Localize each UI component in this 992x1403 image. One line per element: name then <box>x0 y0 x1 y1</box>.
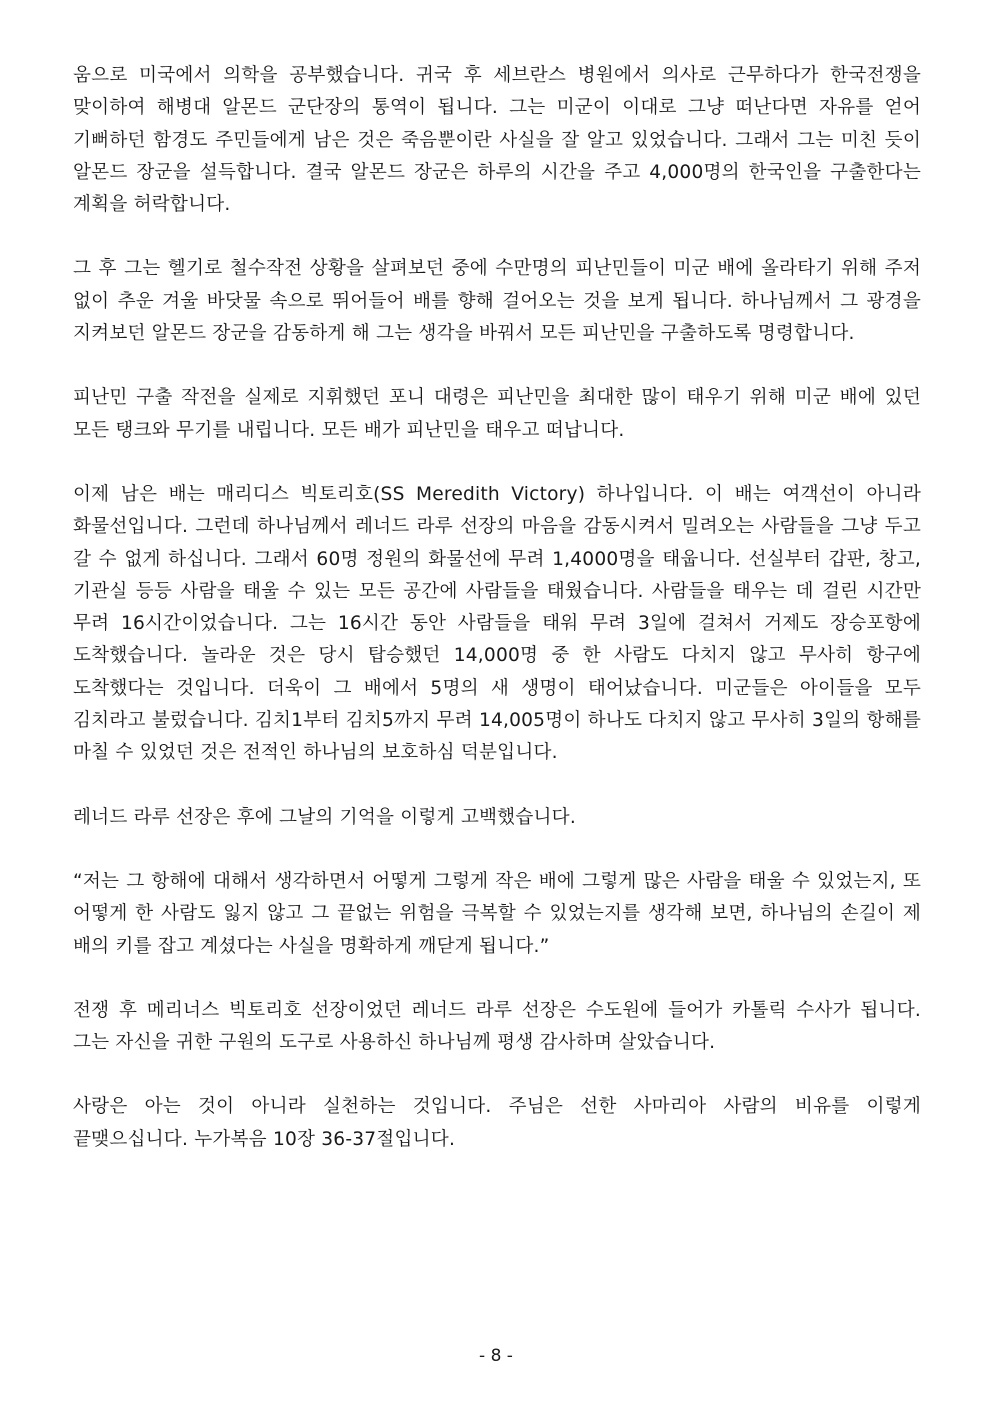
document-body <box>73 60 921 1188</box>
paragraph: 이제 남은 배는 매리디스 빅토리호(SS Meredith Victory) 하나입니다. 이 배는 여객선이 아니라 화물선입니다. 그런데 하나님께서 레너드 라루 선장의 마음을 감동시켜서 밀려오는 사람들을 그냥 두고 갈 수 없게 하십니다. 그래서 60명 정원의 화물선에 무려 1,4000명을 태웁니다. 선실부터 갑판, 창고, 기관실 등등 사람을 태울 수 있는 모든 공간에 사람들을 태웠습니다. 사람들을 태우는 데 걸린 시간만 무려 16시간이었습니다. 그는 16시간 동안 사람들을 태워 무려 3일에 걸쳐서 거제도 장승포항에 도착했습니다. 놀라운 것은 당시 탑승했던 14,000명 중 한 사람도 다치지 않고 무사히 항구에 도착했다는 것입니다. 더욱이 그 배에서 5명의 새 생명이 태어났습니다. 미군들은 아이들을 모두 김치라고 불렀습니다. 김치1부터 김치5까지 무려 14,005명이 하나도 다치지 않고 무사히 3일의 항해를 마칠 수 있었던 것은 전적인 하나님의 보호하심 덕분입니다. <box>73 483 921 764</box>
paragraph: 전쟁 후 메리너스 빅토리호 선장이었던 레너드 라루 선장은 수도원에 들어가 카톨릭 수사가 됩니다. 그는 자신을 귀한 구원의 도구로 사용하신 하나님께 평생 감사하며 살았습니다. <box>73 999 921 1054</box>
paragraph: 그 후 그는 헬기로 철수작전 상황을 살펴보던 중에 수만명의 피난민들이 미군 배에 올라타기 위해 주저 없이 추운 겨울 바닷물 속으로 뛰어들어 배를 향해 걸어오는 것을 보게 됩니다. 하나님께서 그 광경을 지켜보던 알몬드 장군을 감동하게 해 그는 생각을 바꿔서 모든 피난민을 구출하도록 명령합니다. <box>73 258 921 345</box>
paragraph: 피난민 구출 작전을 실제로 지휘했던 포니 대령은 피난민을 최대한 많이 태우기 위해 미군 배에 있던 모든 탱크와 무기를 내립니다. 모든 배가 피난민을 태우고 떠납니다. <box>73 387 921 441</box>
paragraph: 사랑은 아는 것이 아니라 실천하는 것입니다. 주님은 선한 사마리아 사람의 비유를 이렇게 끝맺으십니다. 누가복음 10장 36-37절입니다. <box>73 1096 921 1150</box>
page-number: - 8 - <box>479 1346 513 1366</box>
quotation-paragraph: “저는 그 항해에 대해서 생각하면서 어떻게 그렇게 작은 배에 그렇게 많은 사람을 태울 수 있었는지, 또 어떻게 한 사람도 잃지 않고 그 끝없는 위험을 극복할 수 있었는지를 생각해 보면, 하나님의 손길이 제 배의 키를 잡고 계셨다는 사실을 명확하게 깨닫게 됩니다.” <box>73 870 921 957</box>
paragraph: 움으로 미국에서 의학을 공부했습니다. 귀국 후 세브란스 병원에서 의사로 근무하다가 한국전쟁을 맞이하여 해병대 알몬드 군단장의 통역이 됩니다. 그는 미군이 이대로 그냥 떠난다면 자유를 얻어 기뻐하던 함경도 주민들에게 남은 것은 죽음뿐이란 사실을 잘 알고 있었습니다. 그래서 그는 미친 듯이 알몬드 장군을 설득합니다. 결국 알몬드 장군은 하루의 시간을 주고 4,000명의 한국인을 구출한다는 계획을 허락합니다. <box>73 65 921 216</box>
paragraph: 레너드 라루 선장은 후에 그날의 기억을 이렇게 고백했습니다. <box>73 806 576 828</box>
